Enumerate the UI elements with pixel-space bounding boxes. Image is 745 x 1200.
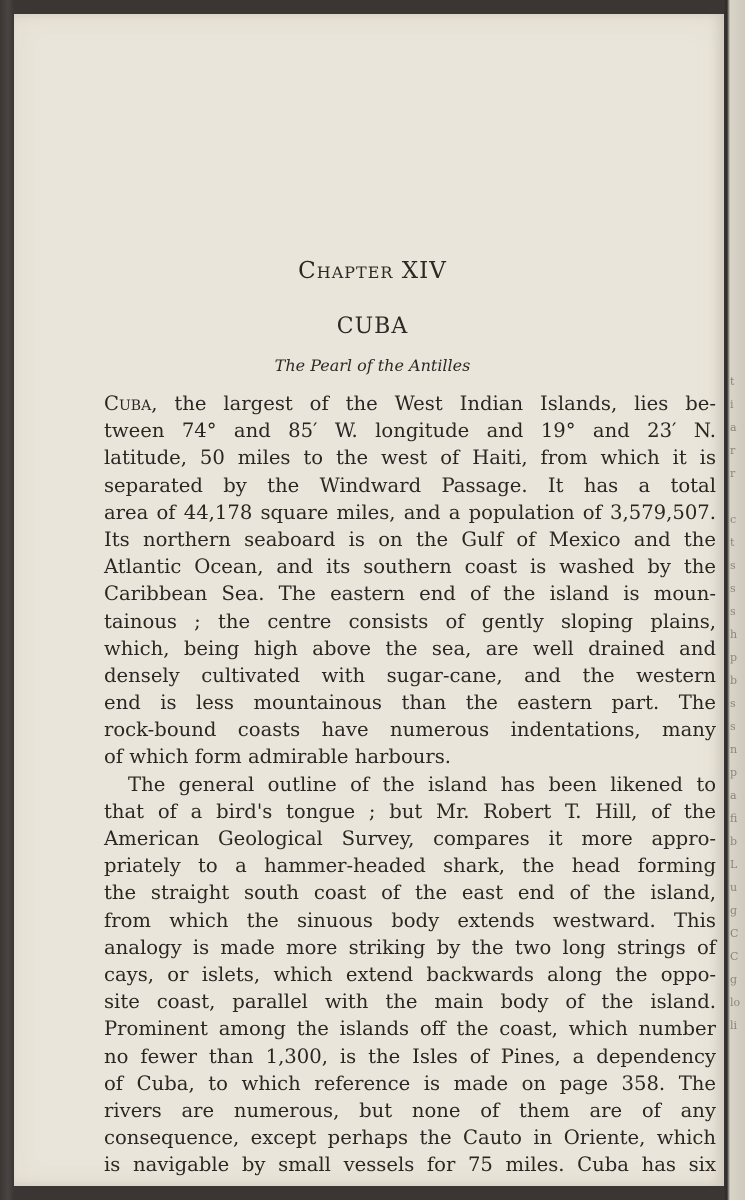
text-line: rivers are numerous, but none of them are of any (104, 1098, 716, 1122)
text-line: the straight south coast of the east end of the island, (104, 881, 716, 905)
chapter-heading (0, 258, 745, 284)
text-line: Caribbean Sea. The eastern end of the island is moun- (104, 582, 716, 606)
chapter-subtitle: The Pearl of the Antilles (274, 356, 471, 375)
text-line: Prominent among the islands off the coast, which number (104, 1017, 716, 1041)
text-line: end is less mountainous than the eastern part. The (104, 691, 716, 715)
text-line: American Geological Survey, compares it more appro- (104, 827, 716, 850)
text-line: latitude, 50 miles to the west of Haiti, from which it is (104, 446, 716, 470)
text-line: site coast, parallel with the main body of the island. (104, 990, 716, 1014)
text-line: densely cultivated with sugar-cane, and the western (104, 663, 716, 687)
text-line: Its northern seaboard is on the Gulf of Mexico and the (104, 527, 716, 551)
text-line: that of a bird's tongue ; but Mr. Robert T. Hill, of the (104, 799, 716, 823)
paragraph-2 (104, 771, 716, 1179)
text-line: of Cuba, to which reference is made on page 358. The (104, 1071, 716, 1095)
text-line: of which form admirable harbours. (104, 745, 452, 769)
text-line: area of 44,178 square miles, and a population of 3,579,507. (104, 500, 716, 524)
text-line: Atlantic Ocean, and its southern coast is washed by the (104, 555, 716, 579)
text-line: tween 74° and 85′ W. longitude and 19° and 23′ N. (104, 419, 716, 443)
text-line: analogy is made more striking by the two long strings of (104, 935, 716, 959)
text-line: separated by the Windward Passage. It has a total (104, 473, 716, 497)
text-line: tainous ; the centre consists of gently sloping plains, (104, 609, 716, 633)
text-line: consequence, except perhaps the Cauto in Oriente, which (104, 1126, 716, 1150)
body-text (104, 390, 716, 1178)
text-line: Cuba, the largest of the West Indian Islands, lies be- (104, 392, 716, 415)
text-line: priately to a hammer-headed shark, the head forming (104, 854, 716, 878)
paragraph-1 (104, 390, 716, 771)
lead-word: Cuba (104, 392, 152, 415)
facing-page-edge-text: t i a r r c t s s s h p b s s n p a fi b L u g C C g lo li (730, 375, 741, 1032)
text-line: no fewer than 1,300, is the Isles of Pines, a dependency (104, 1044, 716, 1068)
text-line: The general outline of the island has been likened to (128, 772, 716, 796)
text-line: is navigable by small vessels for 75 miles. Cuba has six (104, 1153, 716, 1177)
text-line: from which the sinuous body extends westward. This (104, 908, 716, 932)
text-line: which, being high above the sea, are well drained and (104, 636, 716, 660)
text-line: rock-bound coasts have numerous indentations, many (104, 718, 716, 742)
text-line: cays, or islets, which extend backwards along the oppo- (104, 962, 716, 986)
chapter-title: CUBA (336, 314, 409, 339)
chapter-label: Chapter XIV (298, 258, 447, 284)
